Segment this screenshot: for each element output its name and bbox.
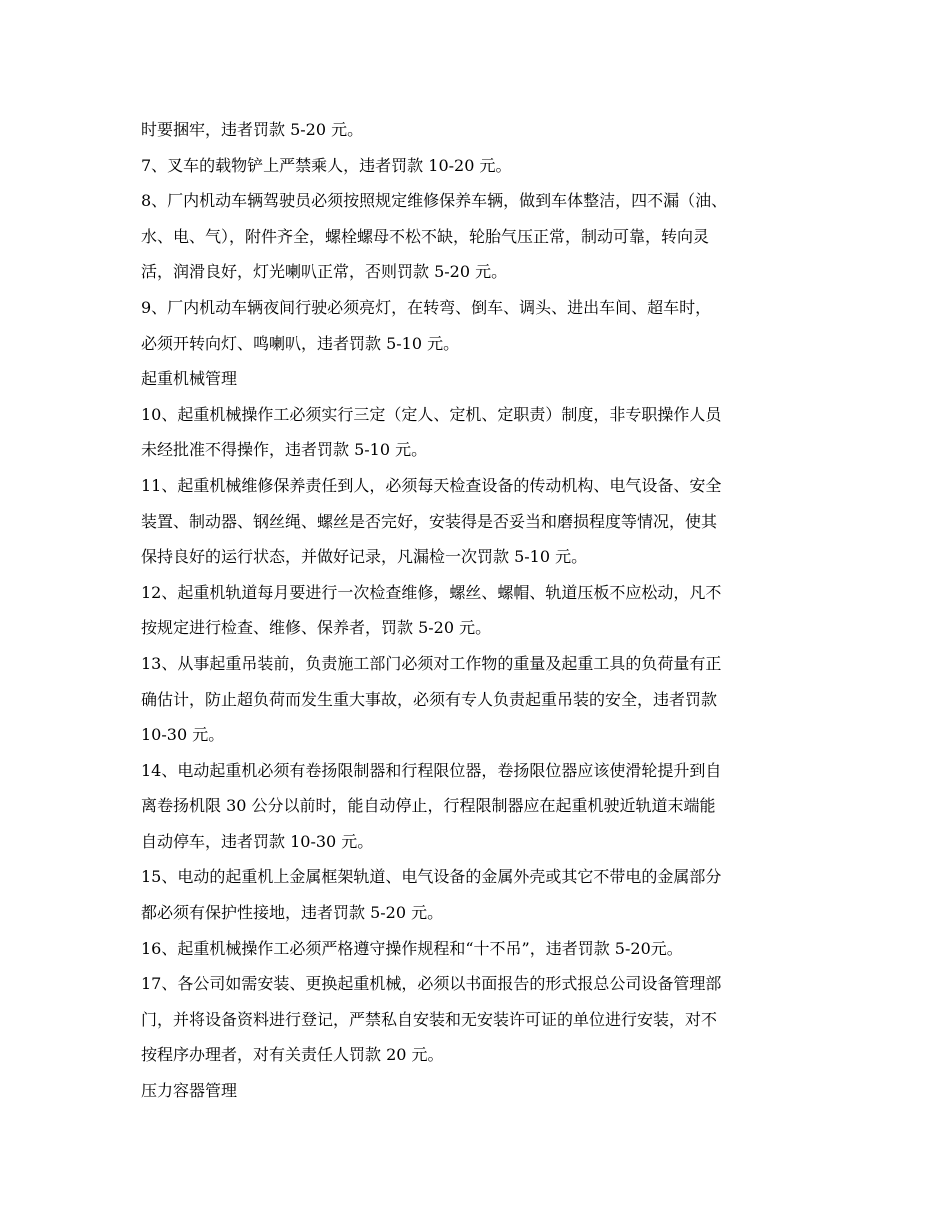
text-line: 都必须有保护性接地，违者罚款 5-20 元。 <box>141 903 444 923</box>
text-line: 确估计，防止超负荷而发生重大事故，必须有专人负责起重吊装的安全，违者罚款 <box>141 689 718 709</box>
text-line: 装置、制动器、钢丝绳、螺丝是否完好，安装得是否妥当和磨损程度等情况，使其 <box>141 511 718 531</box>
text-line: 10-30 元。 <box>141 725 225 745</box>
text-line: 10、起重机械操作工必须实行三定（定人、定机、定职责）制度，非专职操作人员 <box>141 404 722 424</box>
text-line: 活，润滑良好，灯光喇叭正常，否则罚款 5-20 元。 <box>141 262 508 282</box>
text-line: 16、起重机械操作工必须严格遵守操作规程和“十不吊”，违者罚款 5-20元。 <box>141 938 683 958</box>
section-heading-crane: 起重机械管理 <box>141 369 238 389</box>
text-line: 自动停车，违者罚款 10-30 元。 <box>141 831 374 851</box>
text-line: 14、电动起重机必须有卷扬限制器和行程限位器，卷扬限位器应该使滑轮提升到自 <box>141 760 722 780</box>
text-line: 门，并将设备资料进行登记，严禁私自安装和无安装许可证的单位进行安装，对不 <box>141 1009 718 1029</box>
text-line: 保持良好的运行状态，并做好记录，凡漏检一次罚款 5-10 元。 <box>141 547 588 567</box>
section-heading-pressure-vessel: 压力容器管理 <box>141 1081 238 1101</box>
text-line: 水、电、气），附件齐全，螺栓螺母不松不缺，轮胎气压正常，制动可靠，转向灵 <box>141 226 710 246</box>
text-line: 离卷扬机限 30 公分以前时，能自动停止，行程限制器应在起重机驶近轨道末端能 <box>141 796 716 816</box>
text-line: 13、从事起重吊装前，负责施工部门必须对工作物的重量及起重工具的负荷量有正 <box>141 653 722 673</box>
document-body <box>141 112 821 1109</box>
text-line: 7、叉车的载物铲上严禁乘人，违者罚款 10-20 元。 <box>141 155 512 175</box>
text-line: 时要捆牢，违者罚款 5-20 元。 <box>141 120 364 139</box>
text-line: 未经批准不得操作，违者罚款 5-10 元。 <box>141 440 428 460</box>
text-line: 必须开转向灯、鸣喇叭，违者罚款 5-10 元。 <box>141 333 460 353</box>
text-line: 按规定进行检查、维修、保养者，罚款 5-20 元。 <box>141 618 492 638</box>
text-line: 8、厂内机动车辆驾驶员必须按照规定维修保养车辆，做到车体整洁，四不漏（油、 <box>141 191 728 211</box>
text-line: 15、电动的起重机上金属框架轨道、电气设备的金属外壳或其它不带电的金属部分 <box>141 867 722 887</box>
text-line: 9、厂内机动车辆夜间行驶必须亮灯，在转弯、倒车、调头、进出车间、超车时， <box>141 297 712 317</box>
text-line: 11、起重机械维修保养责任到人，必须每天检查设备的传动机构、电气设备、安全 <box>141 475 722 495</box>
text-line: 按程序办理者，对有关责任人罚款 20 元。 <box>141 1045 444 1065</box>
text-line: 17、各公司如需安装、更换起重机械，必须以书面报告的形式报总公司设备管理部 <box>141 974 722 994</box>
text-line: 12、起重机轨道每月要进行一次检查维修，螺丝、螺帽、轨道压板不应松动，凡不 <box>141 582 722 602</box>
